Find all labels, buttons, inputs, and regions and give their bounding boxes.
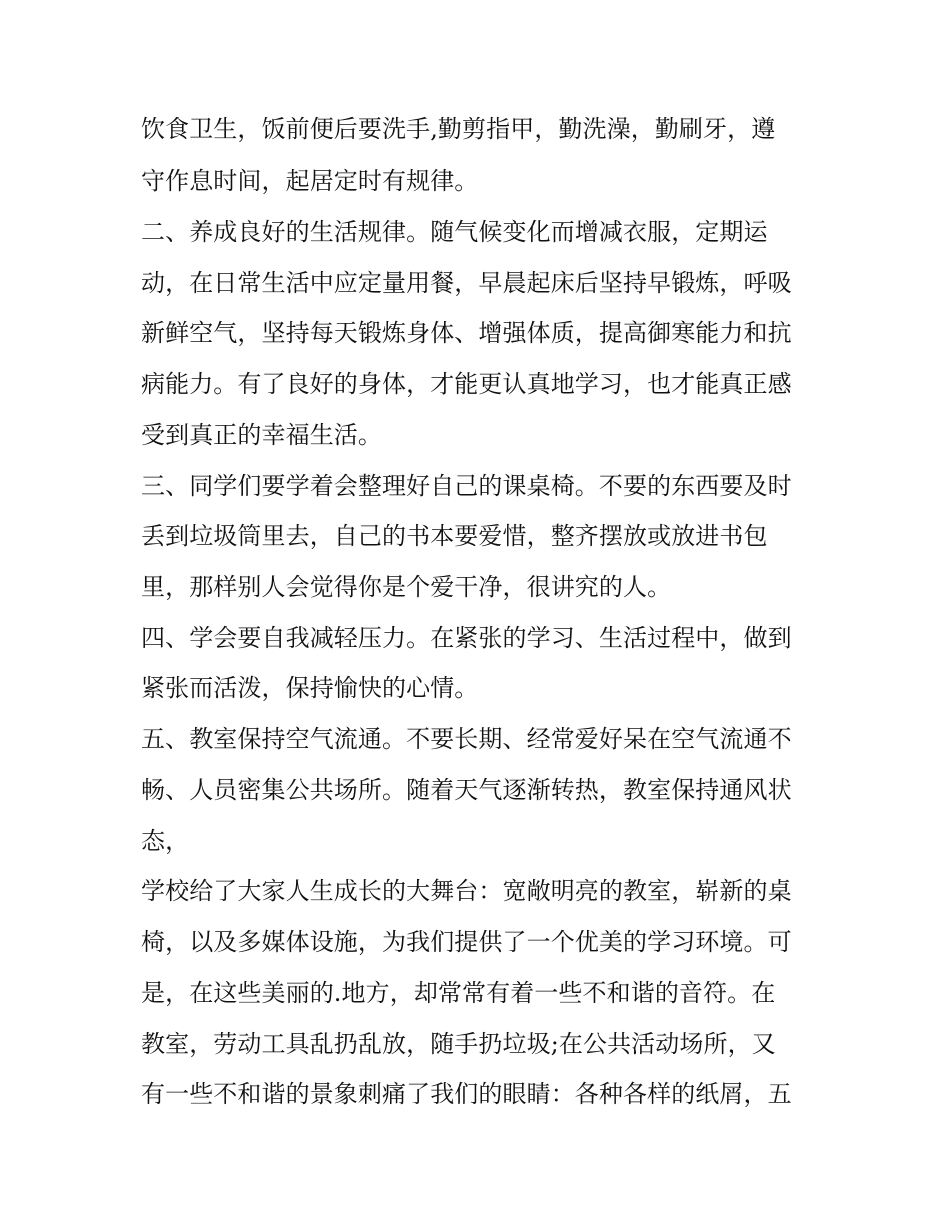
text-line: 四、学会要自我减轻压力。在紧张的学习、生活过程中，做到: [141, 624, 792, 652]
text-line: 里，那样别人会觉得你是个爱干净，很讲究的人。: [141, 573, 672, 601]
text-line: 三、同学们要学着会整理好自己的课桌椅。不要的东西要及时: [141, 472, 792, 500]
text-line: 丢到垃圾筒里去，自己的书本要爱惜，整齐摆放或放进书包: [141, 522, 768, 550]
text-line: 有一些不和谐的景象刺痛了我们的眼睛：各种各样的纸屑，五: [141, 1080, 792, 1108]
text-line: 畅、人员密集公共场所。随着天气逐渐转热，教室保持通风状: [141, 776, 792, 804]
text-line: 学校给了大家人生成长的大舞台：宽敞明亮的教室，崭新的桌: [141, 877, 792, 905]
text-line: 新鲜空气，坚持每天锻炼身体、增强体质，提高御寒能力和抗: [141, 319, 792, 347]
text-line: 是，在这些美丽的.地方，却常常有着一些不和谐的音符。在: [141, 979, 776, 1007]
text-line: 守作息时间，起居定时有规律。: [141, 167, 479, 195]
text-line: 动，在日常生活中应定量用餐，早晨起床后坚持早锻炼，呼吸: [141, 269, 792, 297]
text-line: 受到真正的幸福生活。: [141, 421, 382, 449]
text-line: 紧张而活泼，保持愉快的心情。: [141, 674, 479, 702]
text-line: 五、教室保持空气流通。不要长期、经常爱好呆在空气流通不: [141, 725, 792, 753]
text-line: 教室，劳动工具乱扔乱放，随手扔垃圾;在公共活动场所，又: [141, 1030, 776, 1058]
text-line: 二、养成良好的生活规律。随气候变化而增减衣服，定期运: [141, 218, 768, 246]
text-line: 饮食卫生，饭前便后要洗手,勤剪指甲，勤洗澡，勤刷牙，遵: [141, 115, 776, 143]
text-line: 态，: [141, 827, 190, 855]
text-line: 病能力。有了良好的身体，才能更认真地学习，也才能真正感: [141, 370, 792, 398]
text-line: 椅，以及多媒体设施，为我们提供了一个优美的学习环境。可: [141, 928, 792, 956]
